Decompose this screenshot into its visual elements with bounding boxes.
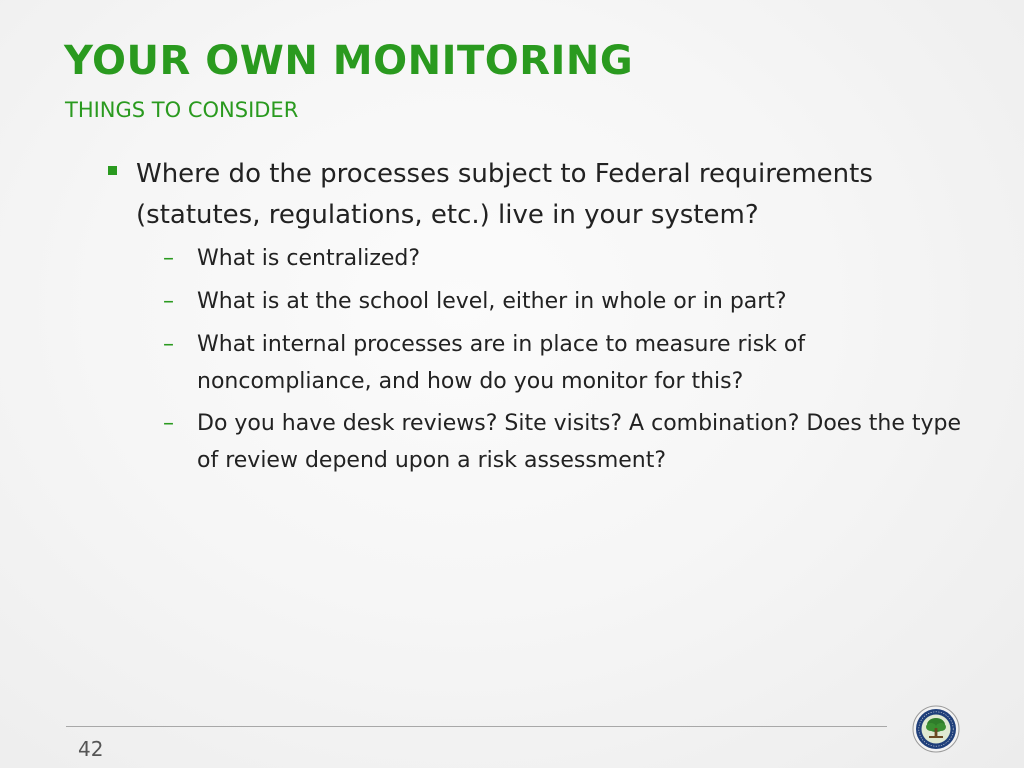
page-number: 42 — [78, 737, 104, 761]
footer-divider — [66, 726, 887, 727]
main-bullet-text: Where do the processes subject to Federal requirements (statutes, regulations, etc.) live in your system? — [136, 159, 873, 230]
slide-title: YOUR OWN MONITORING — [64, 38, 634, 84]
slide-subtitle: THINGS TO CONSIDER — [65, 98, 299, 122]
sub-bullet-text: What is centralized? — [197, 246, 421, 271]
sub-bullet-text: What is at the school level, either in whole or in part? — [197, 289, 787, 314]
sub-bullet-text: What internal processes are in place to measure risk of noncompliance, and how do you monitor for this? — [197, 332, 806, 394]
dash-bullet-icon: – — [163, 289, 174, 314]
sub-bullet-item — [163, 405, 983, 479]
dash-bullet-icon: – — [163, 411, 174, 436]
sub-bullet-item — [163, 326, 863, 400]
sub-bullet-item — [163, 283, 983, 320]
department-of-education-seal-icon — [912, 705, 960, 753]
sub-bullet-item — [163, 240, 983, 277]
green-square-bullet-icon — [108, 166, 117, 175]
dash-bullet-icon: – — [163, 332, 174, 357]
sub-bullet-text: Do you have desk reviews? Site visits? A combination? Does the type of review depend upon a risk assessment? — [197, 411, 962, 473]
dash-bullet-icon: – — [163, 246, 174, 271]
